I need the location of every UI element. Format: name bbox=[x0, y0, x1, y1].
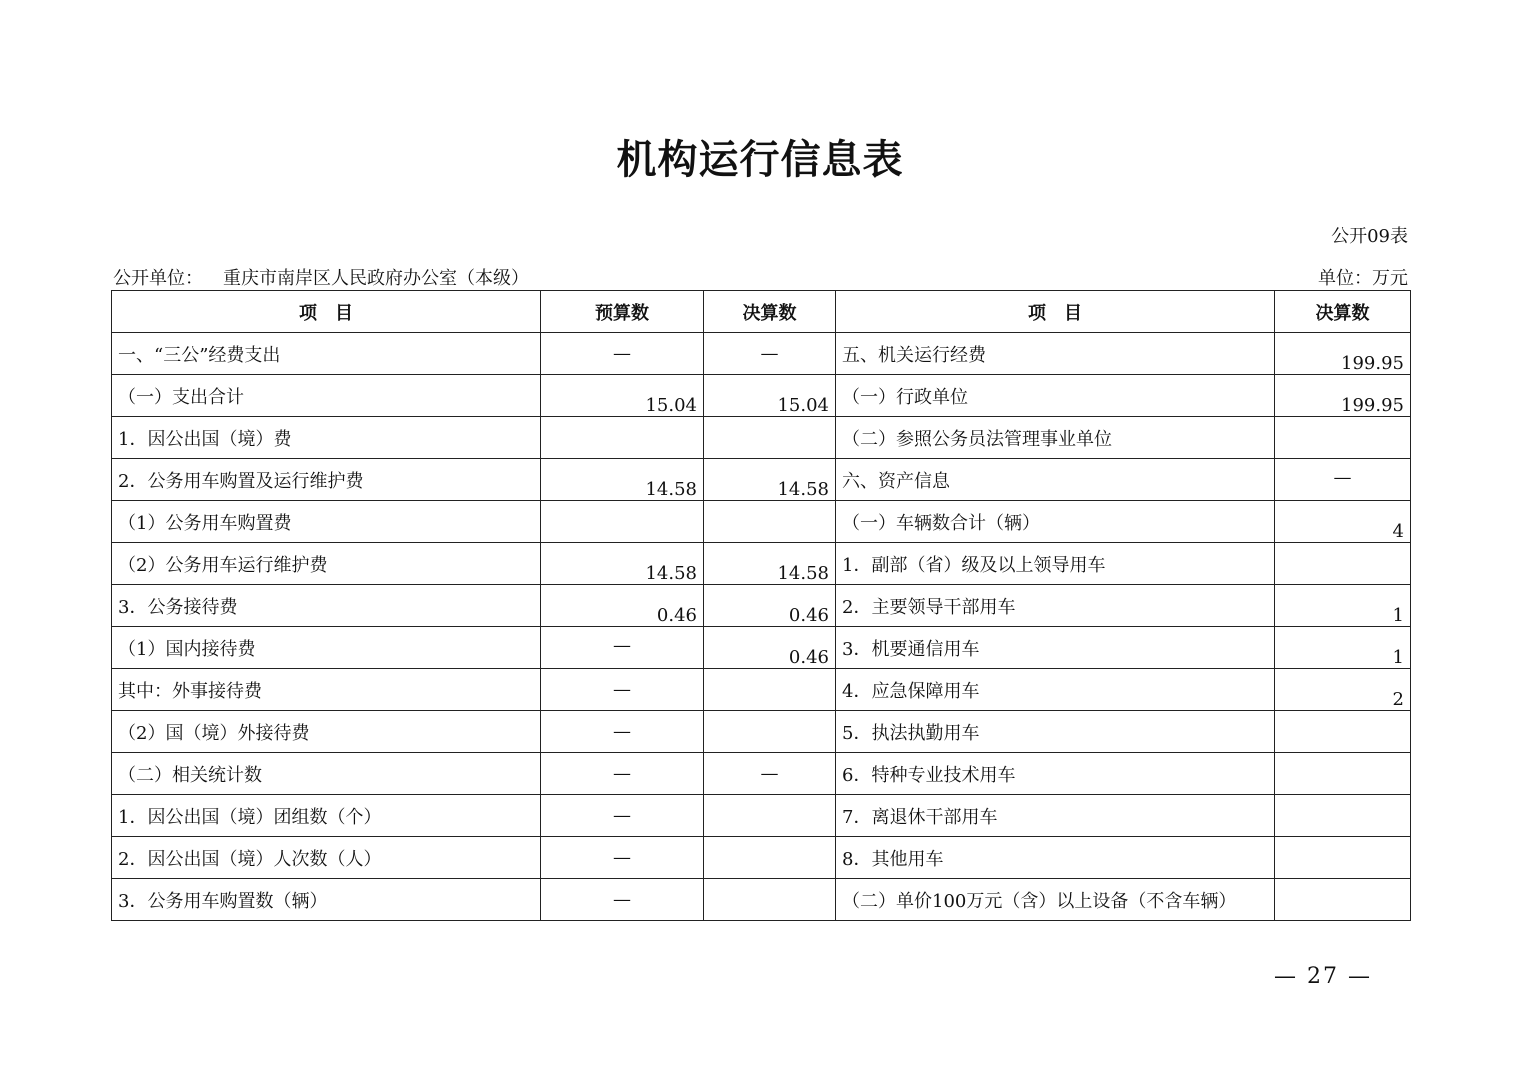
budget-cell: 14.58 bbox=[541, 543, 704, 585]
left-item: 3．公务用车购置数（辆） bbox=[112, 879, 541, 921]
left-item: 3．公务接待费 bbox=[112, 585, 541, 627]
right-item: 2．主要领导干部用车 bbox=[836, 585, 1275, 627]
header-final-left: 决算数 bbox=[704, 291, 836, 333]
page-number: — 27 — bbox=[1274, 964, 1372, 989]
left-item: 2．公务用车购置及运行维护费 bbox=[112, 459, 541, 501]
budget-cell bbox=[541, 417, 704, 459]
right-final-cell bbox=[1275, 879, 1411, 921]
budget-cell: — bbox=[541, 795, 704, 837]
page-title: 机构运行信息表 bbox=[616, 136, 904, 183]
table-row bbox=[112, 459, 1411, 501]
final-cell bbox=[704, 879, 836, 921]
left-item: 1．因公出国（境）费 bbox=[112, 417, 541, 459]
table-row bbox=[112, 753, 1411, 795]
final-cell bbox=[704, 837, 836, 879]
header-final-right: 决算数 bbox=[1275, 291, 1411, 333]
final-cell bbox=[704, 417, 836, 459]
final-cell bbox=[704, 795, 836, 837]
right-final-cell bbox=[1275, 711, 1411, 753]
right-final-cell: 2 bbox=[1275, 669, 1411, 711]
right-item: 六、资产信息 bbox=[836, 459, 1275, 501]
reporting-unit-name: 重庆市南岸区人民政府办公室（本级） bbox=[223, 268, 529, 289]
final-cell bbox=[704, 669, 836, 711]
final-cell: 14.58 bbox=[704, 459, 836, 501]
right-final-cell: 4 bbox=[1275, 501, 1411, 543]
right-item: 1．副部（省）级及以上领导用车 bbox=[836, 543, 1275, 585]
right-final-cell: 199.95 bbox=[1275, 333, 1411, 375]
right-item: 8．其他用车 bbox=[836, 837, 1275, 879]
left-item: 其中：外事接待费 bbox=[112, 669, 541, 711]
reporting-unit-label: 公开单位： bbox=[113, 268, 203, 289]
final-cell: — bbox=[704, 333, 836, 375]
table-row bbox=[112, 795, 1411, 837]
table-row bbox=[112, 837, 1411, 879]
table-row bbox=[112, 501, 1411, 543]
currency-unit: 单位：万元 bbox=[1318, 268, 1408, 289]
table-row bbox=[112, 879, 1411, 921]
final-cell: 0.46 bbox=[704, 585, 836, 627]
table-row bbox=[112, 669, 1411, 711]
right-item: 五、机关运行经费 bbox=[836, 333, 1275, 375]
budget-cell: — bbox=[541, 627, 704, 669]
budget-cell: 15.04 bbox=[541, 375, 704, 417]
right-item: （二）单价100万元（含）以上设备（不含车辆） bbox=[836, 879, 1275, 921]
right-final-cell bbox=[1275, 753, 1411, 795]
left-item: （1）公务用车购置费 bbox=[112, 501, 541, 543]
left-item: （一）支出合计 bbox=[112, 375, 541, 417]
left-item: 2．因公出国（境）人次数（人） bbox=[112, 837, 541, 879]
left-item: （2）公务用车运行维护费 bbox=[112, 543, 541, 585]
right-final-cell: — bbox=[1275, 459, 1411, 501]
right-final-cell: 1 bbox=[1275, 627, 1411, 669]
table-row bbox=[112, 417, 1411, 459]
left-item: （二）相关统计数 bbox=[112, 753, 541, 795]
right-final-cell: 199.95 bbox=[1275, 375, 1411, 417]
final-cell bbox=[704, 501, 836, 543]
right-item: 3．机要通信用车 bbox=[836, 627, 1275, 669]
right-final-cell: 1 bbox=[1275, 585, 1411, 627]
budget-cell bbox=[541, 501, 704, 543]
right-final-cell bbox=[1275, 795, 1411, 837]
final-cell: — bbox=[704, 753, 836, 795]
table-row bbox=[112, 711, 1411, 753]
right-item: 7．离退休干部用车 bbox=[836, 795, 1275, 837]
table-row bbox=[112, 585, 1411, 627]
right-final-cell bbox=[1275, 417, 1411, 459]
right-item: 5．执法执勤用车 bbox=[836, 711, 1275, 753]
budget-cell: — bbox=[541, 837, 704, 879]
final-cell bbox=[704, 711, 836, 753]
table-row bbox=[112, 543, 1411, 585]
left-item: （1）国内接待费 bbox=[112, 627, 541, 669]
budget-cell: — bbox=[541, 711, 704, 753]
budget-cell: — bbox=[541, 333, 704, 375]
final-cell: 14.58 bbox=[704, 543, 836, 585]
header-right-item: 项 目 bbox=[836, 291, 1275, 333]
final-cell: 0.46 bbox=[704, 627, 836, 669]
right-final-cell bbox=[1275, 543, 1411, 585]
budget-cell: — bbox=[541, 669, 704, 711]
right-item: （一）行政单位 bbox=[836, 375, 1275, 417]
reporting-unit bbox=[113, 264, 529, 290]
left-item: 1．因公出国（境）团组数（个） bbox=[112, 795, 541, 837]
budget-cell: — bbox=[541, 879, 704, 921]
table-row bbox=[112, 375, 1411, 417]
right-item: （一）车辆数合计（辆） bbox=[836, 501, 1275, 543]
header-budget: 预算数 bbox=[541, 291, 704, 333]
right-item: 6．特种专业技术用车 bbox=[836, 753, 1275, 795]
left-item: （2）国（境）外接待费 bbox=[112, 711, 541, 753]
table-row bbox=[112, 333, 1411, 375]
budget-cell: 14.58 bbox=[541, 459, 704, 501]
table-header-row bbox=[112, 291, 1411, 333]
form-number: 公开09表 bbox=[1331, 226, 1408, 247]
budget-cell: — bbox=[541, 753, 704, 795]
info-table bbox=[111, 290, 1411, 921]
final-cell: 15.04 bbox=[704, 375, 836, 417]
budget-cell: 0.46 bbox=[541, 585, 704, 627]
table-row bbox=[112, 627, 1411, 669]
right-item: 4．应急保障用车 bbox=[836, 669, 1275, 711]
left-item: 一、“三公”经费支出 bbox=[112, 333, 541, 375]
right-final-cell bbox=[1275, 837, 1411, 879]
header-left-item: 项 目 bbox=[112, 291, 541, 333]
right-item: （二）参照公务员法管理事业单位 bbox=[836, 417, 1275, 459]
